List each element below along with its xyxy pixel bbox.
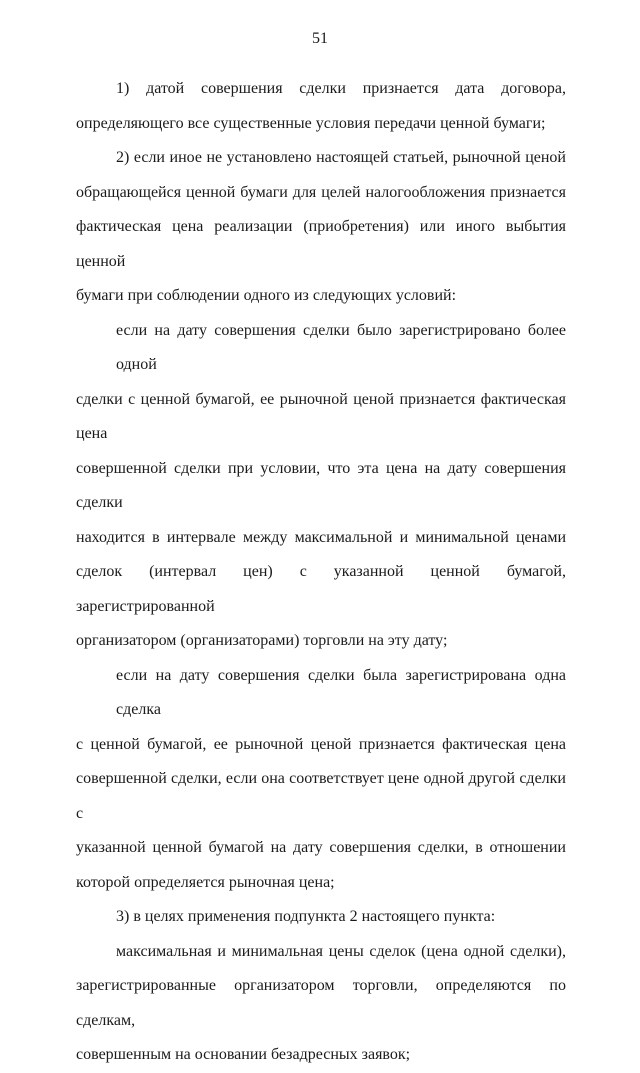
text-line: бумаги при соблюдении одного из следующих условий: <box>76 287 457 304</box>
text-line: указанной ценной бумагой на дату совершения сделки, в отношении <box>76 839 566 856</box>
text-line: сделки с ценной бумагой, ее рыночной ценой признается фактическая цена <box>76 390 566 442</box>
text-line: 1) датой совершения сделки признается дата договора, <box>116 80 566 97</box>
text-line: 3) в целях применения подпункта 2 настоящего пункта: <box>116 908 496 925</box>
text-line: находится в интервале между максимальной и минимальной ценами <box>76 528 566 546</box>
text-line: фактическая цена реализации (приобретения) или иного выбытия ценной <box>76 218 566 270</box>
paragraph-1 <box>76 72 566 141</box>
text-line: если на дату совершения сделки была зарегистрирована одна сделка <box>116 666 566 718</box>
text-line: организатором (организаторами) торговли на эту дату; <box>76 632 448 649</box>
text-line: если на дату совершения сделки было зарегистрировано более одной <box>116 321 566 373</box>
text-line: совершенным на основании безадресных заявок; <box>76 1046 411 1063</box>
text-line: с ценной бумагой, ее рыночной ценой признается фактическая цена <box>76 735 566 753</box>
paragraph-5 <box>76 900 566 935</box>
text-line: зарегистрированные организатором торговли, определяются по сделкам, <box>76 977 566 1029</box>
paragraph-2 <box>76 141 566 314</box>
text-line: совершенной сделки при условии, что эта цена на дату совершения сделки <box>76 459 566 511</box>
text-line: определяющего все существенные условия передачи ценной бумаги; <box>76 114 546 132</box>
text-line: 2) если иное не установлено настоящей статьей, рыночной ценой <box>116 149 566 166</box>
text-line: которой определяется рыночная цена; <box>76 873 335 891</box>
text-line: совершенной сделки, если она соответствует цене одной другой сделки с <box>76 770 566 822</box>
paragraph-4 <box>76 659 566 901</box>
text-line: сделок (интервал цен) с указанной ценной бумагой, зарегистрированной <box>76 563 566 615</box>
paragraph-6 <box>76 935 566 1073</box>
text-line: максимальная и минимальная цены сделок (цена одной сделки), <box>116 942 566 960</box>
text-line: обращающейся ценной бумаги для целей налогообложения признается <box>76 183 566 201</box>
page-number: 51 <box>312 30 328 47</box>
document-body <box>76 72 566 1073</box>
paragraph-3 <box>76 314 566 659</box>
